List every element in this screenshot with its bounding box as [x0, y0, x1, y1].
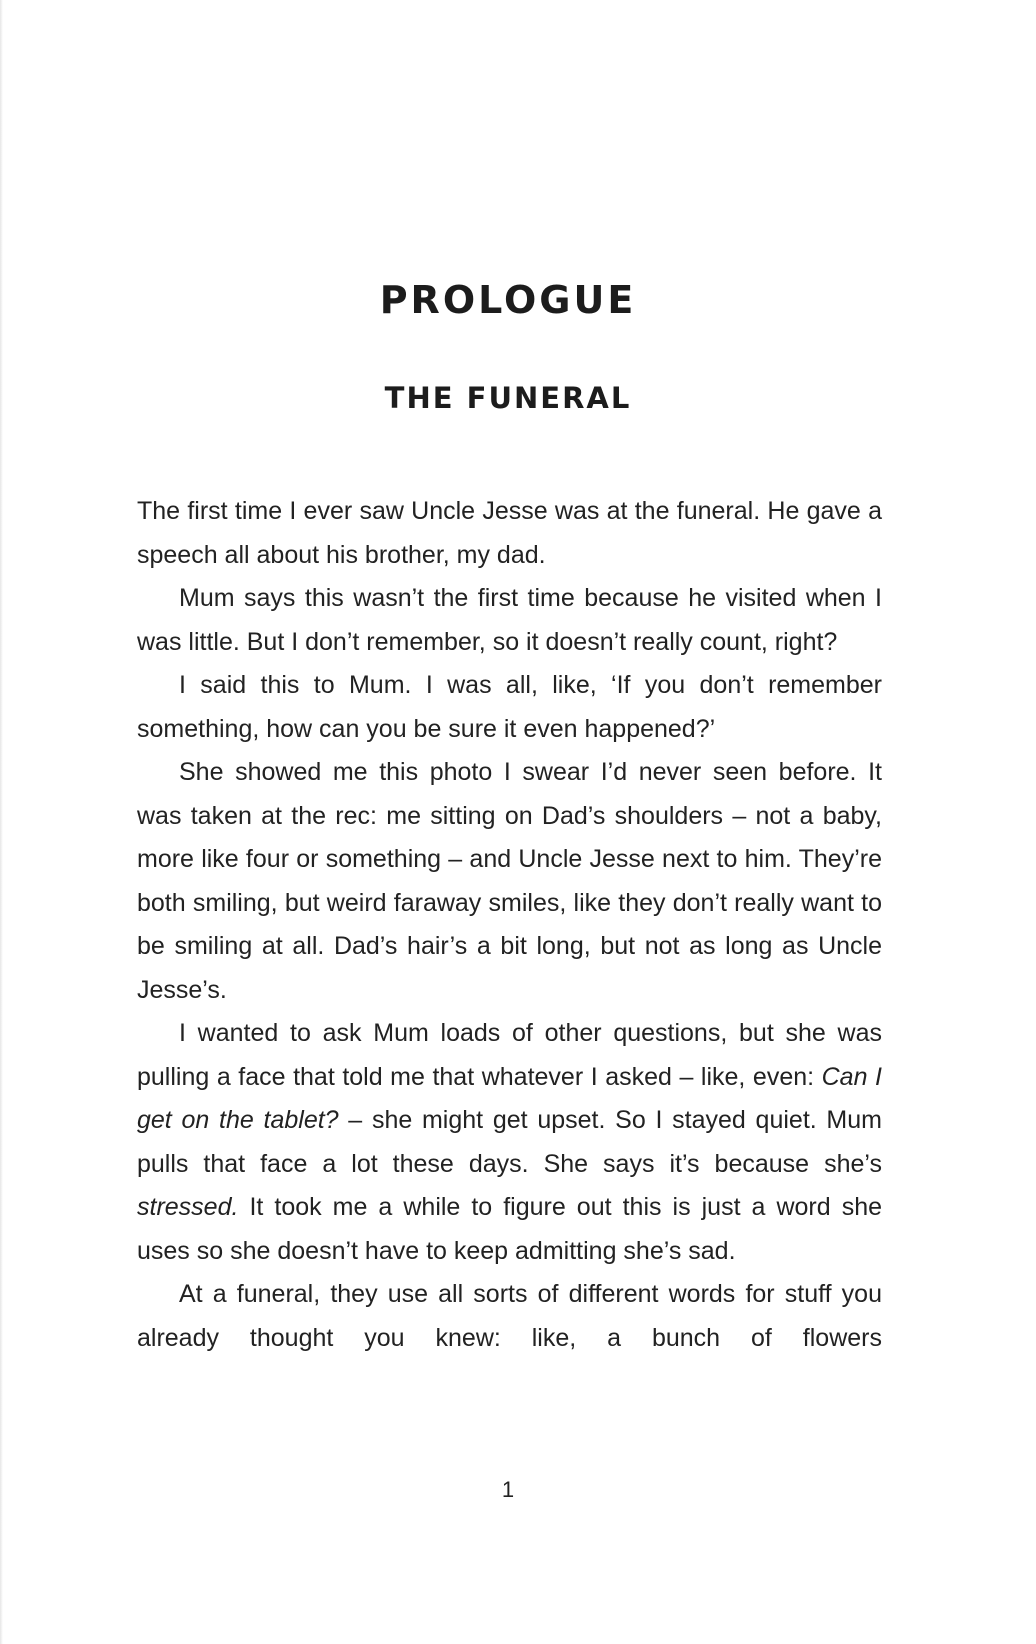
italic-text-run: Can I get on the tablet? — [137, 1062, 882, 1134]
text-run: It took me a while to figure out this is just a word she uses so she doesn’t have to keep admitting she’s sad. — [137, 1193, 882, 1265]
paragraph — [137, 1273, 882, 1360]
text-run: I said this to Mum. I was all, like, ‘If you don’t remember something, how can you be sure it even happened?’ — [137, 671, 882, 743]
paragraph — [137, 751, 882, 1012]
italic-text-run: stressed. — [137, 1193, 239, 1221]
text-run: She showed me this photo I swear I’d never seen before. It was taken at the rec: me sitting on Dad’s shoulders – not a baby, more like four or something – and Uncle Jesse next to him. They’re both smiling, but weird faraway smiles, like they don’t really want to be smiling at all. Dad’s hair’s a bit long, but not as long as Uncle Jesse’s. — [137, 758, 882, 1004]
text-run: At a funeral, they use all sorts of different words for stuff you already thought you knew: like, a bunch of flowers — [137, 1280, 882, 1352]
page-gutter-edge — [0, 0, 3, 1644]
paragraph — [137, 577, 882, 664]
text-run: The first time I ever saw Uncle Jesse was at the funeral. He gave a speech all about his brother, my dad. — [137, 497, 882, 569]
text-run: Mum says this wasn’t the first time because he visited when I was little. But I don’t remember, so it doesn’t really count, right? — [137, 584, 882, 656]
paragraph — [137, 490, 882, 577]
page-number: 1 — [501, 1477, 515, 1502]
paragraph — [137, 1012, 882, 1273]
paragraph — [137, 664, 882, 751]
body-text — [137, 490, 882, 1360]
chapter-title: THE FUNERAL — [384, 381, 632, 416]
text-run: I wanted to ask Mum loads of other questions, but she was pulling a face that told me that whatever I asked – like, even: — [137, 1019, 882, 1091]
chapter-label: PROLOGUE — [379, 278, 637, 323]
text-run: – she might get upset. So I stayed quiet. Mum pulls that face a lot these days. She says it’s because she’s — [137, 1106, 882, 1178]
